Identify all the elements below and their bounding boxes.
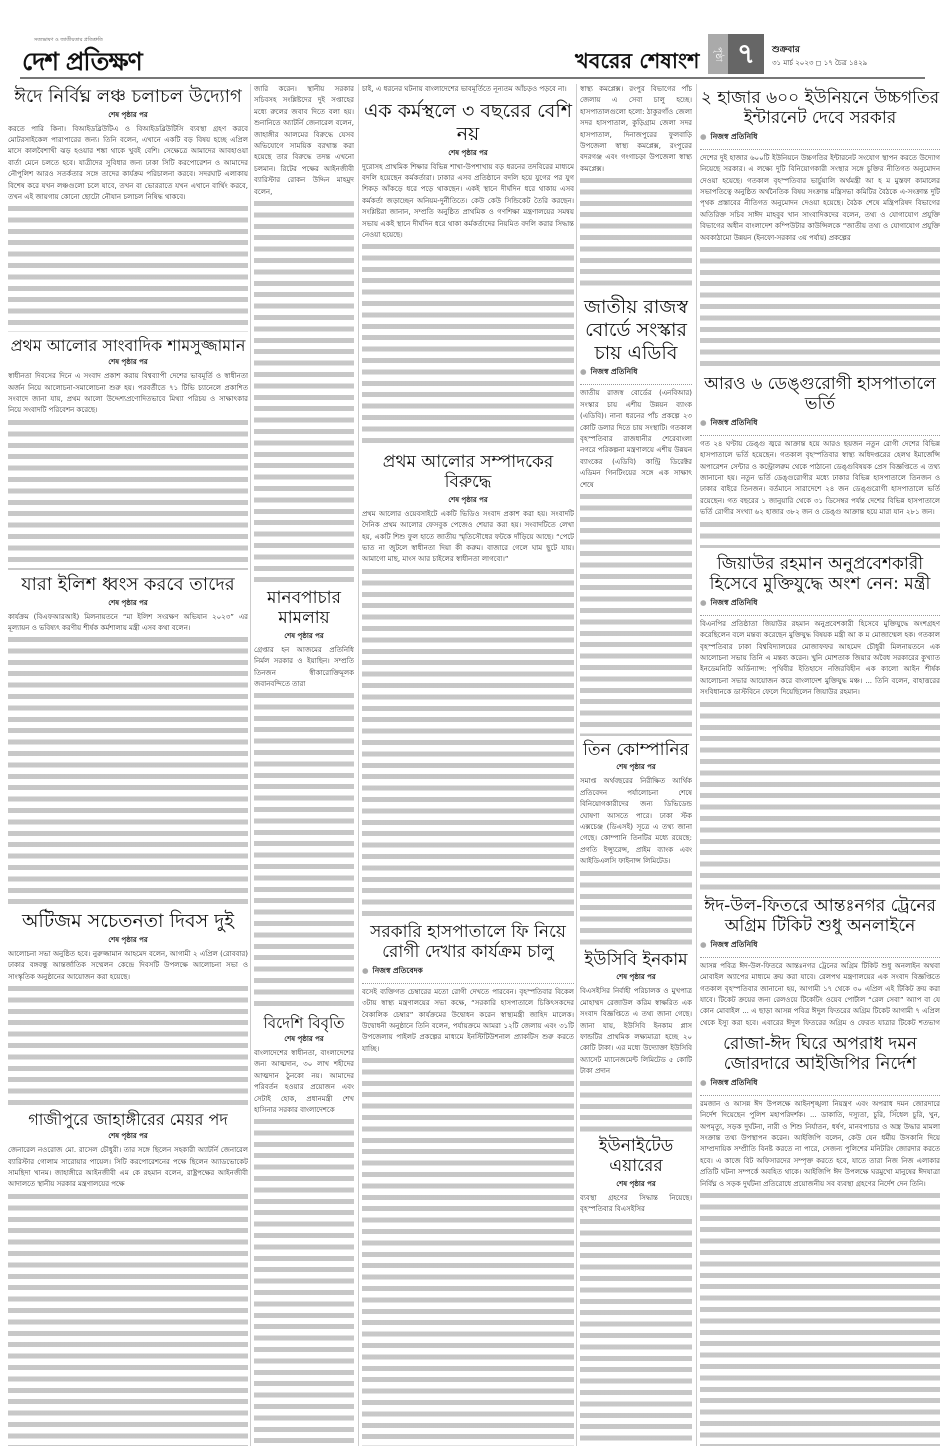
article-body: আলোচনা সভা অনুষ্ঠিত হবে। নুরুজ্জামান আহমেদ বলেন, আগামী ২ এপ্রিল (রোববার) ঢাকার বঙ্গবন্ধু আন্তর্জাতিক সম্মেলন কেন্দ্রে দিবসটি উপলক্ষে আলোচনা সভা ও সাংস্কৃতিক অনুষ্ঠানের আয়োজন করা হয়েছে।: [8, 949, 248, 981]
column-divider: [250, 84, 251, 1446]
article: [700, 892, 940, 1028]
article-body: ব্যবস্থা গ্রহণের সিদ্ধান্ত নিয়েছে। বৃহস্পতিবার বিএসইসির: [580, 1193, 692, 1214]
section-title: খবরের শেষাংশ: [575, 49, 700, 73]
article-body: গত ২৪ ঘণ্টায় ডেঙ্গু জ্বরে আক্রান্ত হয়ে আরও ছয়জন নতুন রোগী দেশের বিভিন্ন হাসপাতালে ভর্তি হয়েছেন। গতকাল বৃহস্পতিবার স্বাস্থ্য অধিদপ্তরের হেলথ ইমার্জেন্সি অপারেশন সেন্টার ও কন্ট্রোলরুম থেকে পাঠানো ডেঙ্গুবিষয়ক প্রেস বিজ্ঞপ্তিতে এ তথ্য জানানো হয়। নতুন ভর্তি ডেঙ্গুরোগীর মধ্যে ঢাকার বিভিন্ন হাসপাতালে তিনজন ও ঢাকার বাইরে তিনজন। বর্তমানে সারাদেশে ২৪ জন ডেঙ্গুরোগী হাসপাতালে ভর্তি রয়েছেন। গত বছরের ১ জানুয়ারি থেকে ৩১ ডিসেম্বর পর্যন্ত দেশের বিভিন্ন হাসপাতালে ভর্তি রোগীর সংখ্যা ৬২ হাজার ৩৮২ জন ও ডেঙ্গু আক্রান্ত হয়ে মারা যান ২৮১ জন।: [700, 439, 940, 517]
article-body: বিএসইসির নির্বাহী পরিচালক ও মুখপাত্র মোহাম্মদ রেজাউল করিম স্বাক্ষরিত এক সংবাদ বিজ্ঞপ্তিতে এ তথ্য জানা গেছে। জানা যায়, ইউসিবি ইনকাম প্লাস ফান্ডটির প্রাথমিক লক্ষ্যমাত্রা হচ্ছে ২০ কোটি টাকা। এর মধ্যে উদ্যোক্তা ইউসিবি অ্যাসেট ম্যানেজমেন্ট লিমিটেড ৫ কোটি টাকা প্রদান: [580, 987, 692, 1076]
bullet-icon: ●: [700, 939, 707, 949]
continued-from-label: শেষ পৃষ্ঠার পর: [108, 598, 148, 607]
byline-text: নিজস্ব প্রতিনিধি: [710, 1077, 758, 1087]
article: [362, 98, 574, 448]
article-headline: প্রথম আলোর সাংবাদিক শামসুজ্জামান: [10, 336, 246, 355]
column-divider: [576, 84, 577, 1446]
newspaper-logo: দেশ প্রতিক্ষণ: [22, 47, 142, 76]
continued-text-col-d: [580, 84, 692, 289]
article-headline: মানবপাচার মামলায়: [267, 588, 341, 629]
article-headline: ইউসিবি ইনকাম: [584, 950, 688, 970]
article-body: দেশের দুই হাজার ৬০০টি ইউনিয়নে উচ্চগতির ইন্টারনেট সংযোগ স্থাপন করতে উদ্যোগ নিয়েছে সরকার। এ লক্ষ্যে দুটি বিনিয়োগকারী সংস্থার সঙ্গে চুক্তির নীতিগত অনুমোদন দেওয়া হয়েছে। গতকাল বৃহস্পতিবার ভার্চুয়ালি অর্থমন্ত্রী আ হ ম মুস্তফা কামালের সভাপতিত্বে অনুষ্ঠিত অর্থনৈতিক বিষয় সংক্রান্ত মন্ত্রিসভা কমিটির বৈঠকে এ-সংক্রান্ত দুটি পৃথক প্রস্তাবের নীতিগত অনুমোদন দেওয়া হয়েছে। বৈঠক শেষে মন্ত্রিপরিষদ বিভাগের অতিরিক্ত সচিব সাঈদ মাহবুব খান সাংবাদিকদের বলেন, তথ্য ও যোগাযোগ প্রযুক্তি বিভাগের অধীন বাংলাদেশ কম্পিউটার কাউন্সিলকে “জাতীয় তথ্য ও যোগাযোগ প্রযুক্তি অবকাঠামো উন্নয়ন (ইনফো-সরকার ৩য় পর্যায়) প্রকল্পের: [700, 153, 940, 242]
article: [8, 84, 248, 332]
continued-text-col-c: [362, 84, 574, 98]
continued-text-col-b: [254, 84, 354, 584]
column-divider: [696, 84, 697, 1446]
article: [8, 908, 248, 1106]
article: [580, 292, 692, 736]
article-body: বিএনপির প্রতিষ্ঠাতা জিয়াউর রহমান অনুপ্রবেশকারী হিসেবে মুক্তিযুদ্ধে অংশগ্রহণ করেছিলেন বলে মন্তব্য করেছেন মুক্তিযুদ্ধ বিষয়ক মন্ত্রী আ ক ম মোজাম্মেল হক। গতকাল বৃহস্পতিবার ঢাকা বিশ্ববিদ্যালয়ের মোজাফফর আহমেদ চৌধুরী মিলনায়তনে এক আলোচনা সভায় তিনি এ মন্তব্য করেন। খুনি মোশতাক জিয়ার অবৈধ সরকারের কুখ্যাত ইনডেমনিটি অর্ডিন্যান্স: পৃথিবীর ইতিহাসে নজিরবিহীন এক কালো আইন শীর্ষক আলোচনা সভার আয়োজন করে বাংলাদেশ মুক্তিযুদ্ধ মঞ্চ। ... তিনি বলেন, বাহাত্তরের সংবিধানকে ডাস্টবিনে ফেলে দিয়েছিলেন জিয়াউর রহমান।: [700, 619, 940, 697]
article-body: স্বাধীনতা দিবসের দিনে এ সংবাদ প্রকাশ করায় বিশ্বব্যাপী দেশের ভাবমূর্তি ও স্বাধীনতা অর্জন নিয়ে আলোচনা-সমালোচনা শুরু হয়। পরবর্তীতে ৭১ টিভি চ্যানেলে প্রকাশিত সংবাদে জানা যায়, প্রথম আলো উদ্দেশ্যপ্রণোদিতভাবে মিথ্যা পরিচয় ও সাক্ষাৎকার নিয়ে সংবাদটি পরিবেশন করেছে।: [8, 372, 248, 415]
bullet-icon: ●: [700, 417, 707, 427]
article-body: রমজান ও আসন্ন ঈদ উপলক্ষে আইনশৃঙ্খলা নিয়ন্ত্রণ এবং অপরাধ দমন জোরদারে নির্দেশ দিয়েছেন পুলিশ মহাপরিদর্শক। ... ডাকাতি, দস্যুতা, চুরি, সিঁধেল চুরি, খুন, অপমৃত্যু, সড়ক দুর্ঘটনা, নারী ও শিশু নির্যাতন, ধর্ষণ, মানবপাচার ও অস্ত্র উদ্ধার মামলা সংক্রান্ত তথ্য উপস্থাপন করেন। আইজিপি বলেন, কেউ যেন ধর্মীয় উসকানি দিয়ে সাম্প্রদায়িক সম্প্রীতি বিনষ্ট করতে না পারে, সেজন্য পুলিশের মনিটরিং জোরদার করতে হবে। এ কাজে বিট অফিসারদের সম্পৃক্ত করতে হবে, যাতে তারা নিজ নিজ এলাকার প্রতিটি ঘটনা সম্পর্কে অবহিত থাকে। আইজিপি ঈদ উপলক্ষে ঘরমুখো মানুষের ঈদযাত্রা নির্বিঘ্ন ও সড়ক দুর্ঘটনা প্রতিরোধে প্রয়োজনীয় সব ব্যবস্থা গ্রহণের নির্দেশ দেন তিনি।: [700, 1099, 940, 1188]
byline-text: নিজস্ব প্রতিনিধি: [710, 417, 758, 427]
byline-text: নিজস্ব প্রতিনিধি: [590, 367, 638, 377]
article: [8, 334, 248, 570]
article: [362, 918, 574, 1446]
article-headline: ২ হাজার ৬০০ ইউনিয়নে উচ্চগতির ইন্টারনেট দেবে সরকার: [700, 88, 940, 129]
article-headline: সরকারি হাসপাতালে ফি নিয়ে রোগী দেখার কার্যক্রম চালু: [370, 922, 566, 963]
article-text-continuation: [700, 244, 940, 368]
article-headline: প্রথম আলোর সম্পাদকের বিরুদ্ধে: [382, 452, 554, 493]
article: [254, 1012, 354, 1446]
article-headline: জিয়াউর রহমান অনুপ্রবেশকারী হিসেবে মুক্তিযুদ্ধে অংশ নেন: মন্ত্রী: [709, 554, 931, 595]
byline-text: নিজস্ব প্রতিনিধি: [710, 939, 758, 949]
article-text-continuation: [8, 203, 248, 332]
article-text-continuation: [8, 1191, 248, 1446]
continued-from-label: শেষ পৃষ্ঠার পর: [616, 1179, 656, 1188]
article-body: করতে পারি কিনা। বিআইডব্লিউটিএ ও বিআইডব্লিউটিসি ব্যবস্থা গ্রহণ করবে মোটরসাইকেল পারাপারের জন্য। তিনি বলেন, এখানে একটি বড় বিষয় হচ্ছে এপ্রিল মাসে কালবৈশাখী ঝড় হওয়ার শঙ্কা থাকে খুবই বেশি। সেক্ষেত্রে আমাদের আবহাওয়া বার্তা মেনে চলতে হবে। যাত্রীদের সুবিধার জন্য ঢাকা সিটি করপোরেশন ও আমাদের নৌপুলিশ আরও সতর্কতার সঙ্গে তাদের কার্যক্রম পরিচালনা করবে। সদরঘাট এলাকায় বিশেষ করে যখন লঞ্চগুলো চলে যাবে, তখন বা ভোররাতে যখন এখানে বার্থিং করবে, তখন এই জায়গায় কোনো ছোটো নৌযান চলাচল নিষিদ্ধ থাকবে।: [8, 124, 248, 202]
page-number: ৭: [728, 34, 764, 74]
byline-text: নিজস্ব প্রতিবেদক: [372, 965, 423, 975]
continued-from-label: শেষ পৃষ্ঠার পর: [284, 631, 324, 640]
masthead-rule: [20, 77, 925, 79]
article-headline: যারা ইলিশ ধ্বংস করবে তাদের: [21, 574, 235, 595]
byline: [700, 940, 940, 958]
article: [700, 1030, 940, 1446]
article-text-continuation: [700, 1190, 940, 1446]
article-text-continuation: [362, 1055, 574, 1446]
continued-from-label: শেষ পৃষ্ঠার পর: [616, 973, 656, 982]
continued-from-label: শেষ পৃষ্ঠার পর: [448, 148, 488, 157]
byline: [700, 418, 940, 436]
bullet-icon: ●: [700, 131, 707, 141]
article: [700, 370, 940, 548]
continued-from-label: শেষ পৃষ্ঠার পর: [108, 935, 148, 944]
page-label: পৃষ্ঠা: [708, 34, 728, 74]
byline: [700, 1078, 940, 1096]
byline-text: নিজস্ব প্রতিনিধি: [710, 131, 758, 141]
article: [580, 1134, 692, 1446]
article-text-continuation: [8, 983, 248, 1106]
byline: [580, 367, 692, 385]
article-headline: এক কর্মস্থলে ৩ বছরের বেশি নয়: [363, 100, 573, 145]
article-headline: গাজীপুরে জাহাঙ্গীরের মেয়র পদ: [28, 1110, 228, 1129]
continued-from-label: শেষ পৃষ্ঠার পর: [108, 358, 148, 367]
bullet-icon: ●: [362, 965, 369, 975]
article-body: আসন্ন পবিত্র ঈদ-উল-ফিতরে আন্তঃনগর ট্রেনের অগ্রিম টিকিট শুধু অনলাইন অথবা মোবাইল অ্যাপের মাধ্যমে ক্রয় করা যাবে। রেলপথ মন্ত্রণালয়ের এক সংবাদ বিজ্ঞপ্তিতে গতকাল বৃহস্পতিবার জানানো হয়, আগামী ১৭ থেকে ৩০ এপ্রিল এই টিকিট ক্রয় করা যাবে। টিকেট ক্রয়ের জন্য রেলওয়ে টিকেটিং ওয়েব পোর্টাল “রেল সেবা” অ্যাপ বা যে কোন মোবাইল ... এ ছাড়া আসন্ন পবিত্র ঈদুল ফিতরের অগ্রিম টিকেট আগামী ৭ এপ্রিল থেকে ইস্যু করা হবে। এবারের ঈদুল ফিতরের অগ্রিম ও ফেরত যাত্রার টিকেট শতভাগ: [700, 961, 940, 1027]
article-text-continuation: [580, 868, 692, 946]
article-text-continuation: [580, 1216, 692, 1446]
article-text-continuation: [8, 634, 248, 906]
article-body: সমাপ্ত অর্থবছরের নিরীক্ষিত আর্থিক প্রতিবেদন পর্যালোচনা শেষে বিনিয়োগকারীদের জন্য ডিভিডেন্ড ঘোষণা আসতে পারে। ঢাকা স্টক এক্সচেঞ্জ (ডিএসই) সূত্রে এ তথ্য জানা গেছে। কোম্পানি তিনটির মধ্যে রয়েছে: প্রগতি ইন্স্যুরেন্স, প্রাইম ব্যাংক এবং আইডিএলসি ফাইনান্স লিমিটেড।: [580, 777, 692, 866]
article-text-continuation: [700, 519, 940, 548]
article-headline: ঈদ-উল-ফিতরে আন্তঃনগর ট্রেনের অগ্রিম টিকিট শুধু অনলাইনে: [704, 896, 936, 937]
article-body: গ্রেপ্তার হন আজমের প্রতিনিধি নির্মল সরকার ও ইয়াছিন। সম্প্রতি তিনজন স্বীকারোক্তিমূলক জবানবন্দিতে তারা: [254, 645, 354, 688]
article-headline: বিদেশি বিবৃতি: [263, 1014, 345, 1032]
article-body: চাই, এ ধরনের ঘটনায় বাংলাদেশের ভাবমূর্তিতে নূন্যতম আঁচড়ও পড়বে না।: [362, 85, 567, 93]
article-text-continuation: [700, 699, 940, 890]
article-body: জেনারেল নওরোজ মো. রাসেল চৌধুরী। তার সঙ্গে ছিলেন সহকারী অ্যাটর্নি জেনারেল ব্যারিস্টার গোলাম সারোয়ার পায়েল। সিটি করপোরেশনের পক্ষে ছিলেন অ্যাডভোকেট সামছিদা খানম। জাহাঙ্গীরে আইনজীবী এম কে রহমান বলেন, রাষ্ট্রপক্ষের আইনজীবী আদালতে স্থানীয় সরকার মন্ত্রণালয়ের পক্ষে: [8, 1146, 248, 1189]
article: [580, 738, 692, 946]
bullet-icon: ●: [700, 597, 707, 607]
byline: [362, 966, 574, 984]
article-headline: ঈদে নির্বিঘ্ন লঞ্চ চলাচল উদ্যোগ: [14, 86, 242, 107]
article-headline: অটিজম সচেতনতা দিবস দুই: [21, 910, 235, 932]
article-body: দুরোসহ প্রাথমিক শিক্ষার বিভিন্ন শাখা-উপশাখায় বড় ধরনের তদবিরের মাধ্যমে বদলি হয়েছেন কর্মকর্তারা। ঢাকার এসব প্রতিষ্ঠানে বদলি হয়ে যুগের পর যুগ শিকড় আঁকড়ে ধরে পড়ে থাকছেন। একই স্থানে দীর্ঘদিন ধরে থাকায় এসব কর্মকর্তা জড়াচ্ছেন অনিয়ম-দুর্নীতিতে। কেউ কেউ সিন্ডিকেট তৈরি করছেন। সংশ্লিষ্টরা জানান, সম্প্রতি অনুষ্ঠিত প্রাথমিক ও গণশিক্ষা মন্ত্রণালয়ের সমন্বয় সভায় একই স্থানে দীর্ঘদিন ধরে থাকা কর্মকর্তাদের নিয়মিত বদলি করার সিদ্ধান্ত নেওয়া হয়েছে।: [362, 162, 574, 240]
issue-day: শুক্রবার: [772, 45, 800, 55]
article-text-continuation: [362, 566, 574, 916]
article-headline: ইউনাইটেড এয়ারের: [598, 1136, 674, 1177]
article-body: জাতীয় রাজস্ব বোর্ডের (এনবিআর) সংস্কার চায় এশীয় উন্নয়ন ব্যাংক (এডিবি)। নানা ধরনের পাঁচ প্রকল্পে ২৩ কোটি ডলার দিতে চায় সংস্থাটি। গতকাল বৃহস্পতিবার রাজধানীর শেরেবাংলা নগরে পরিকল্পনা মন্ত্রণালয়ে এশীয় উন্নয়ন ব্যাংকের (এডিবি) কান্ট্রি ডিরেক্টর এডিমন গিনটিংয়ের সঙ্গে এক সাক্ষাৎ শেষে: [580, 389, 692, 489]
article-text-continuation: [362, 241, 574, 448]
continued-from-label: শেষ পৃষ্ঠার পর: [448, 495, 488, 504]
article-body: বসেই ব্যক্তিগত চেম্বারের মতো রোগী দেখতে পারবেন। বৃহস্পতিবার বিকেল ৩টায় স্বাস্থ্য মন্ত্রণালয়ের সভা কক্ষে, “সরকারি হাসপাতালে চিকিৎসকদের বৈকালিক চেম্বার” কার্যক্রমের উদ্বোধন করেন স্বাস্থ্যমন্ত্রী জাহিদ মালেক। উদ্বোধনী অনুষ্ঠানে তিনি বলেন, পর্যায়ক্রমে আমরা ১২টি জেলায় এবং ৩১টি উপজেলায় পাইলট প্রকল্পের মাধ্যমে ইনস্টিটিউশনাল প্র্যাকটিস শুরু করতে যাচ্ছি।: [362, 987, 574, 1053]
article: [8, 1108, 248, 1446]
column-divider: [358, 84, 359, 1446]
article-headline: তিন কোম্পানির: [583, 740, 689, 760]
continued-from-label: শেষ পৃষ্ঠার পর: [108, 1132, 148, 1141]
article-text-continuation: [8, 417, 248, 570]
article: [254, 586, 354, 1010]
article-headline: রোজা-ঈদ ঘিরে অপরাধ দমন জোরদারে আইজিপির নির্দেশ: [723, 1034, 917, 1075]
masthead: [0, 0, 945, 80]
continued-from-label: শেষ পৃষ্ঠার পর: [108, 110, 148, 119]
article: [362, 450, 574, 916]
byline: [700, 132, 940, 150]
bullet-icon: ●: [700, 1077, 707, 1087]
article: [8, 572, 248, 906]
article-text-continuation: [580, 1078, 692, 1132]
article: [700, 84, 940, 368]
continued-from-label: শেষ পৃষ্ঠার পর: [284, 1035, 324, 1043]
byline: [700, 598, 940, 616]
article-body: বাংলাদেশের স্বাধীনতা, বাংলাদেশের জন্য আত্মদান, ৩০ লাখ শহীদের আত্মদান ঠুনকো নয়। আমাদের পরিবর্তন হওয়ার প্রয়োজন এবং সেটাই হোক, প্রধানমন্ত্রী শেখ হাসিনার সরকার বাংলাদেশকে: [254, 1049, 354, 1115]
article-headline: আরও ৬ ডেঙ্গুরোগী হাসপাতালে ভর্তি: [704, 374, 936, 415]
article-body: প্রথম আলোর ওয়েবসাইটে একটি ভিডিও সংবাদ প্রকাশ করা হয়। সংবাদটি দৈনিক প্রথম আলোর ফেসবুক পেজেও শেয়ার করা হয়। সংবাদটিতে লেখা হয়, একটি শিশু ফুল হাতে জাতীয় স্মৃতিসৌধের ফটকে দাঁড়িয়ে আছে। “পেটে ভাত না জুটলে স্বাধীনতা দিয়া কী করুম। বাজারে গেলে ঘাম ছুটে যায়। আমাগো মাছ, মাংস আর চাইলের স্বাধীনতা লাগবো।”: [362, 509, 574, 564]
article-body: কার্যক্রম (বিএফআরআই) মিলনায়তনে “মা ইলিশ সংরক্ষণ অভিযান ২০২৩” এর মূল্যায়ন ও ভবিষ্যৎ করণীয় শীর্ষক কর্মশালায় মন্ত্রী এসব কথা বলেন।: [8, 612, 248, 632]
logo-tagline: সত্যভাষণ ও জাতীয়তার প্রতিশ্রুতি: [34, 37, 103, 43]
continued-from-label: শেষ পৃষ্ঠার পর: [616, 763, 656, 772]
issue-date: ৩১ মার্চ ২০২৩ ◻ ১৭ চৈত্র ১৪২৯: [772, 59, 868, 67]
article-text-continuation: [254, 690, 354, 1010]
article-body: জারি করেন। স্থানীয় সরকার সচিবসহ সংশ্লিষ্টদের দুই সপ্তাহের মধ্যে রুলের জবাব দিতে বলা হয়। শুনানিতে অ্যাটর্নি জেনারেল বলেন, জাহাঙ্গীর আলমের বিরুদ্ধে যেসব অভিযোগে সাময়িক বরখাস্ত করা হয়েছে তার বিরুদ্ধে তদন্ত এখনো চলমান। রিটের পক্ষের আইনজীবী ব্যারিস্টার রোকন উদ্দিন মাহমুদ বলেন,: [254, 85, 354, 196]
article: [700, 550, 940, 890]
article: [580, 948, 692, 1132]
article-body: স্বাস্থ্য কমপ্লেক্স। রংপুর বিভাগের পাঁচ জেলায় এ সেবা চালু হচ্ছে। হাসপাতালগুলো হলো: ঠাকুরগাঁও জেলা সদর হাসপাতাল, কুড়িগ্রাম জেলা সদর হাসপাতাল, দিনাজপুরের ফুলবাড়ি উপজেলা স্বাস্থ্য কমপ্লেক্স, রংপুরের বদরগঞ্জ এবং গংগাচড়া উপজেলা স্বাস্থ্য কমপ্লেক্স।: [580, 85, 692, 173]
article-headline: জাতীয় রাজস্ব বোর্ডে সংস্কার চায় এডিবি: [584, 296, 688, 364]
byline-text: নিজস্ব প্রতিনিধি: [710, 597, 758, 607]
bullet-icon: ●: [580, 367, 587, 377]
article-text-continuation: [580, 491, 692, 736]
article-text-continuation: [254, 1116, 354, 1446]
